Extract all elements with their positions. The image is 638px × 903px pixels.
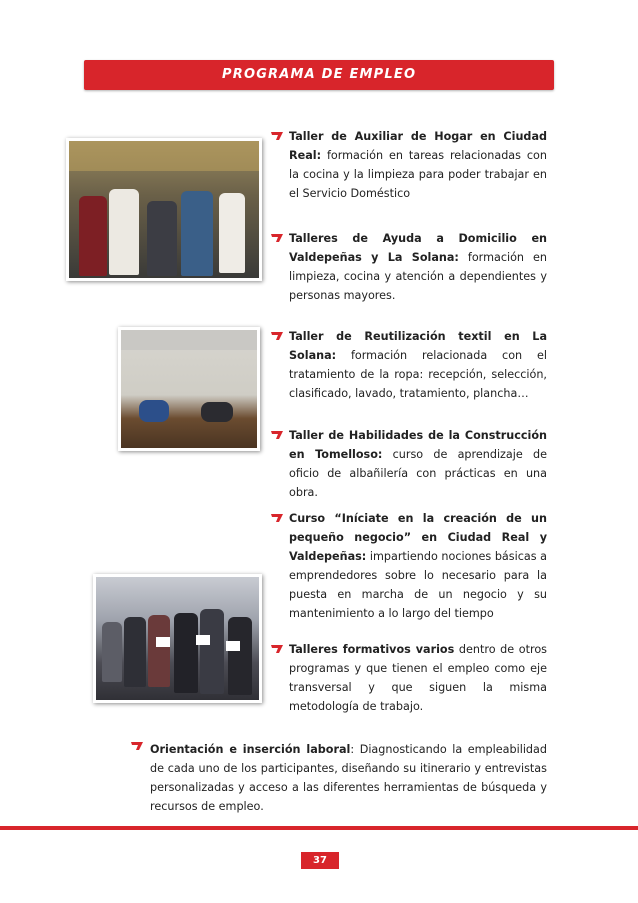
bullet-icon (270, 644, 284, 654)
item-title: Orientación e inserción laboral (150, 743, 351, 756)
item-curso-iniciate (289, 509, 547, 623)
item-text: impartiendo nociones básicas a emprendedores sobre lo necesario para la puesta en marcha de un negocio y su mantenimiento a lo largo del tiempo (289, 550, 547, 620)
photo-group-certificates (93, 574, 262, 703)
item-title: Taller de Habilidades de la Construcción en Tomelloso: (289, 429, 547, 461)
bullet-icon (270, 233, 284, 243)
item-title: Curso “Iníciate en la creación de un pequeño negocio” en Ciudad Real y Valdepeñas: (289, 512, 547, 563)
footer-divider (0, 826, 638, 830)
bullet-icon (130, 741, 144, 751)
item-text: curso de aprendizaje de oficio de albañilería con prácticas en una obra. (289, 448, 547, 499)
bullet-icon (270, 331, 284, 341)
item-title: Taller de Auxiliar de Hogar en Ciudad Real: (289, 130, 547, 162)
item-title: Talleres de Ayuda a Domicilio en Valdepeñas y La Solana: (289, 232, 547, 264)
photo-construction-workshop (118, 327, 260, 451)
item-reutilizacion-textil (289, 327, 547, 403)
bullet-icon (270, 131, 284, 141)
item-text: formación en limpieza, cocina y atención a dependientes y personas mayores. (289, 251, 547, 302)
item-auxiliar-hogar (289, 127, 547, 203)
bullet-icon (270, 513, 284, 523)
item-text: formación en tareas relacionadas con la cocina y la limpieza para poder trabajar en el Servicio Doméstico (289, 149, 547, 200)
item-title: Talleres formativos varios (289, 643, 455, 656)
item-ayuda-domicilio (289, 229, 547, 305)
item-text: dentro de otros programas y que tienen el empleo como eje transversal y que siguen la misma metodología de trabajo. (289, 643, 547, 713)
item-talleres-formativos (289, 640, 547, 716)
section-banner (84, 60, 554, 90)
item-text: : Diagnosticando la empleabilidad de cada uno de los participantes, diseñando su itinerario y entrevistas personalizadas y acceso a las diferentes herramientas de búsqueda y recursos de empleo. (150, 743, 547, 813)
item-text: formación relacionada con el tratamiento de la ropa: recepción, selección, clasificado, lavado, tratamiento, plancha… (289, 349, 547, 400)
item-title: Taller de Reutilización textil en La Solana: (289, 330, 547, 362)
page-number: 37 (301, 852, 339, 869)
item-habilidades-construccion (289, 426, 547, 502)
photo-kitchen-workshop (66, 138, 262, 281)
section-title: PROGRAMA DE EMPLEO (222, 67, 417, 82)
bullet-icon (270, 430, 284, 440)
item-orientacion-laboral (150, 740, 547, 816)
